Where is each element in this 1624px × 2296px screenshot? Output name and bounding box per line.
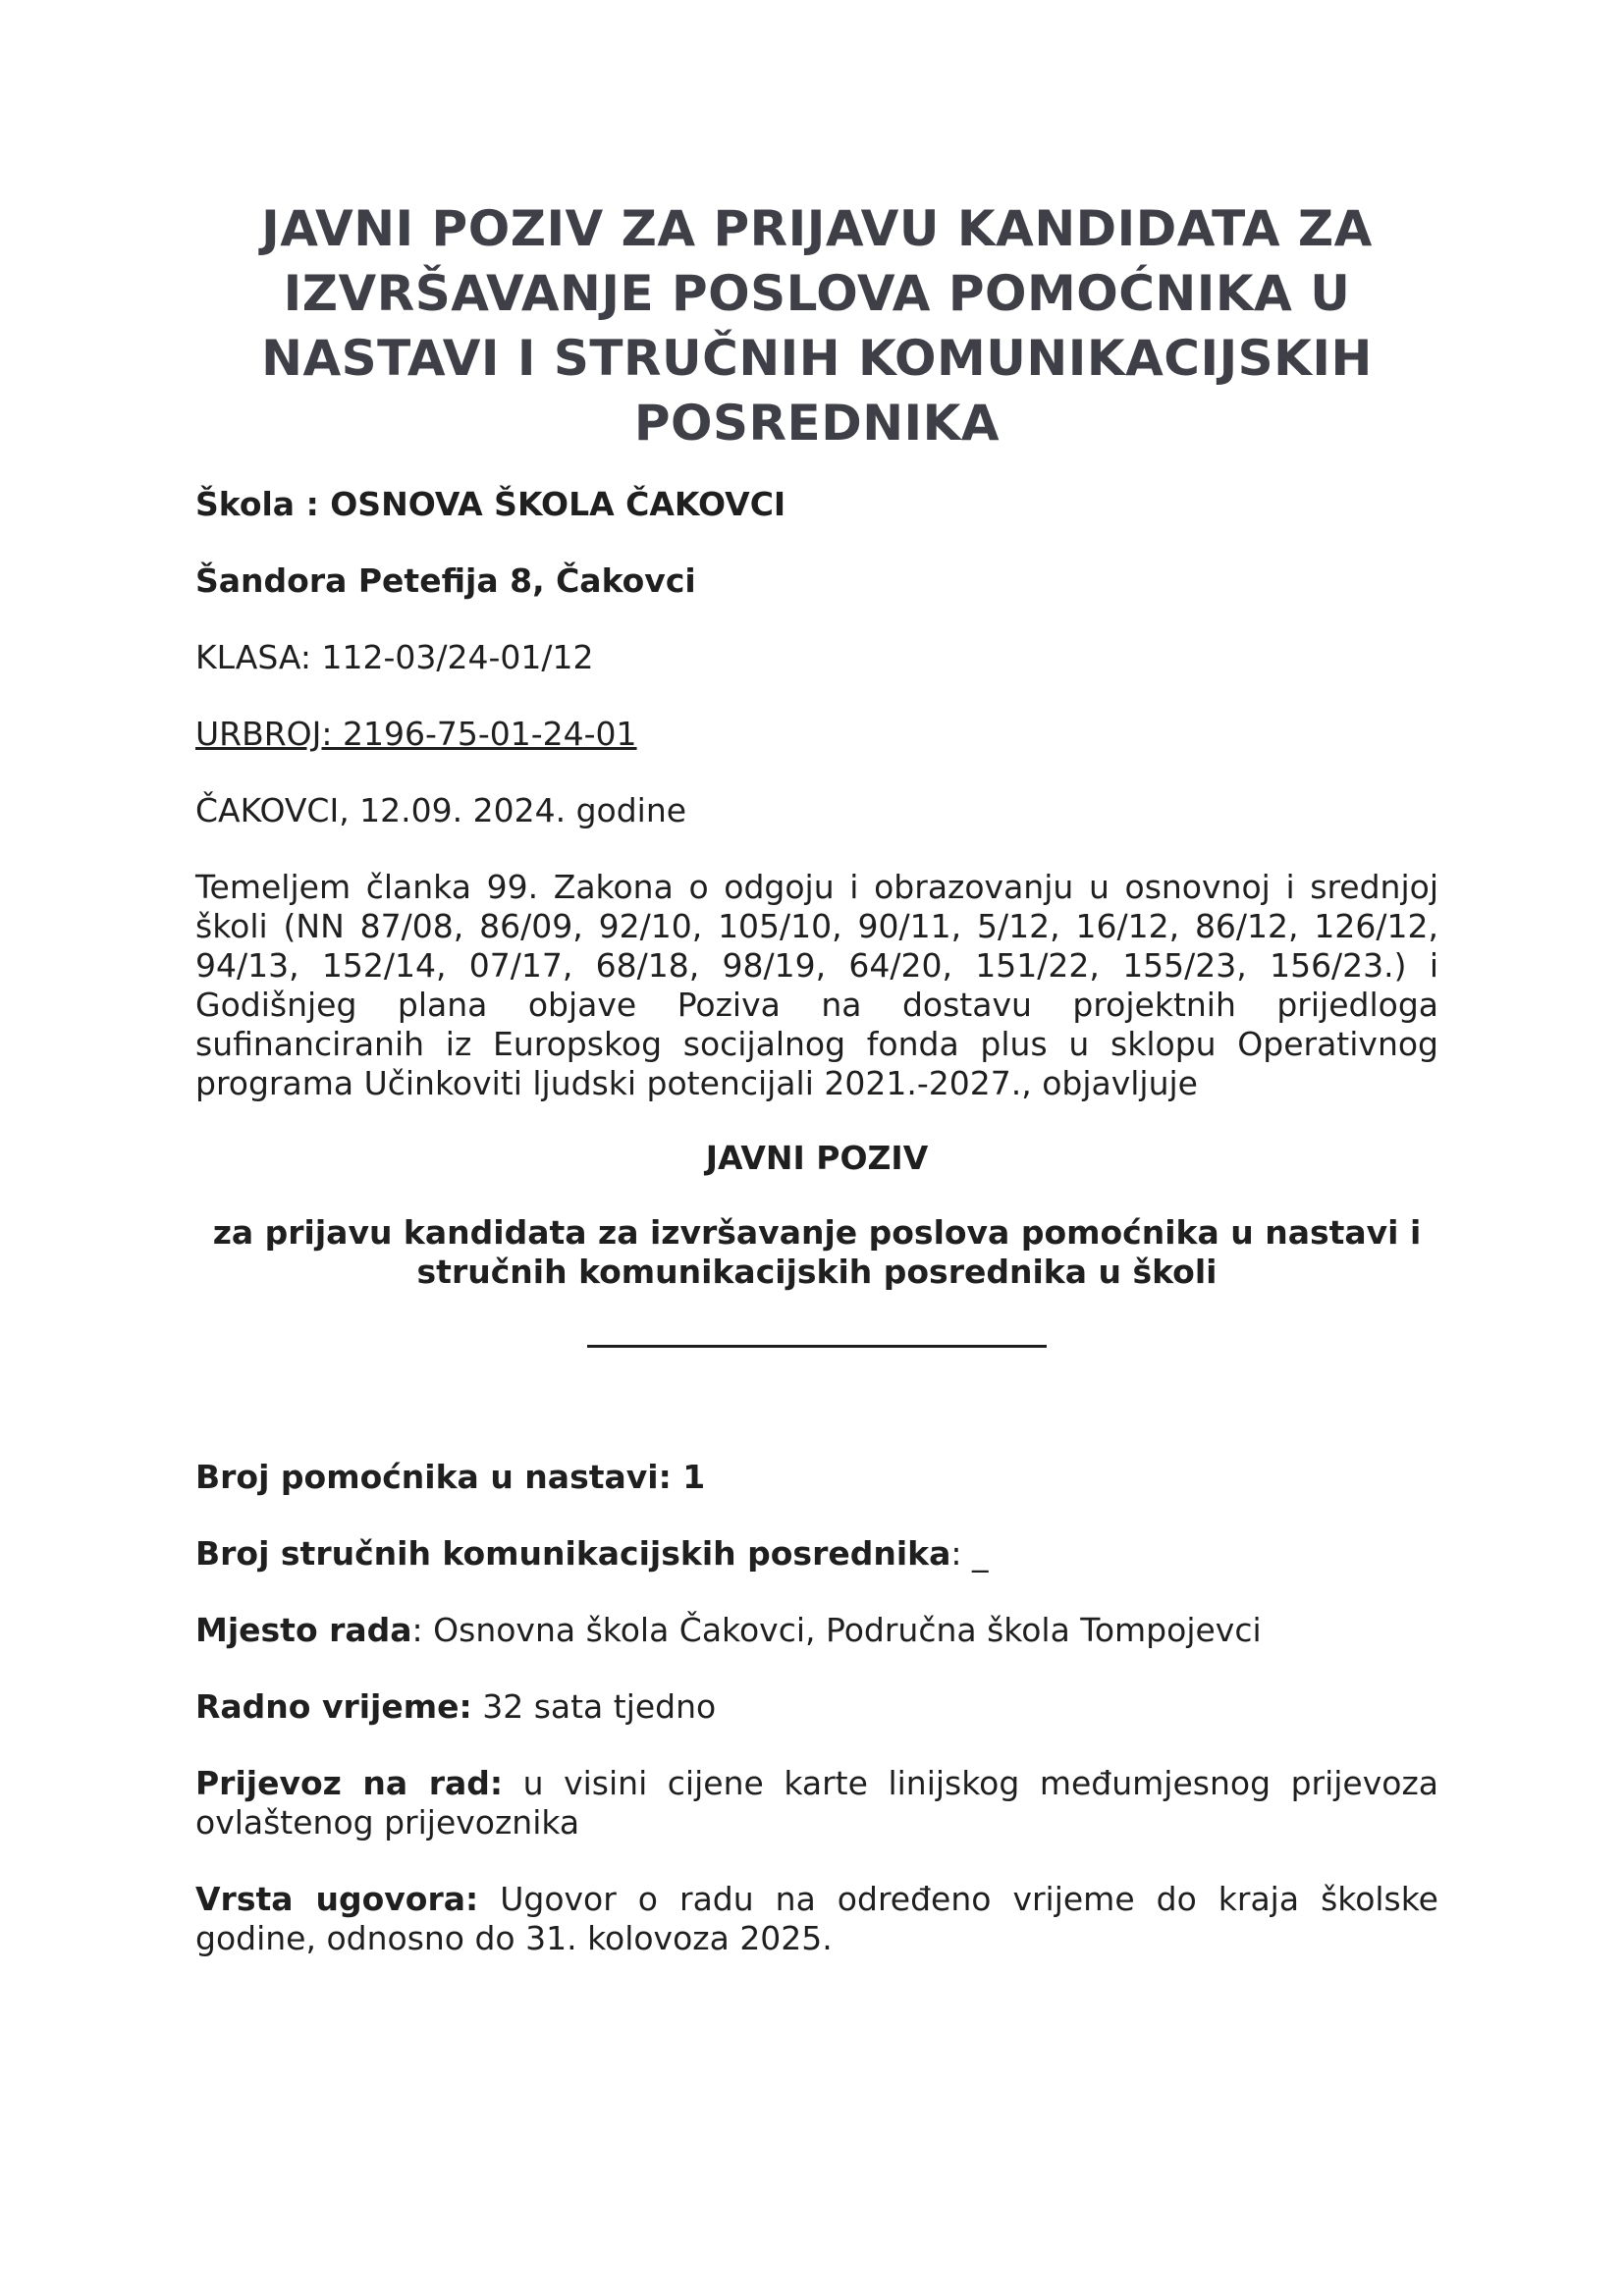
notice-heading: JAVNI POZIV	[705, 1139, 929, 1177]
separator-line	[587, 1345, 1047, 1348]
intro-paragraph: Temeljem članka 99. Zakona o odgoju i obrazovanju u osnovnoj i srednjoj školi (NN 87/08, 86/09, 92/10, 105/10, 90/11, 5/12, 16/12, 86/12, 126/12, 94/13, 152/14, 07/17, 68/18, 98/19, 64/20, 151/22, 155/23, 156/23.) i Godišnjeg plana objave Poziva na dostavu projektnih prijedloga sufinanciranih iz Europskog socijalnog fonda plus u sklopu Operativnog programa Učinkoviti ljudski potencijali 2021.-2027., objavljuje	[195, 868, 1438, 1102]
document-title: JAVNI POZIV ZA PRIJAVU KANDIDATA ZA IZVRŠAVANJE POSLOVA POMOĆNIKA U NASTAVI I STRUČNIH KOMUNIKACIJSKIH POSREDNIKA	[261, 200, 1373, 452]
assistants-count: Broj pomoćnika u nastavi: 1	[195, 1458, 706, 1496]
transport-info	[195, 1764, 1438, 1842]
klasa: KLASA: 112-03/24-01/12	[195, 638, 594, 676]
notice-subheading: za prijavu kandidata za izvršavanje poslova pomoćnika u nastavi i stručnih komunikacijskih posrednika u školi	[212, 1213, 1422, 1291]
transport-value: u visini cijene karte linijskog međumjesnog prijevoza ovlaštenog prijevoznika	[195, 1764, 1438, 1842]
school-name: Škola : OSNOVA ŠKOLA ČAKOVCI	[195, 485, 786, 523]
document-date: ČAKOVCI, 12.09. 2024. godine	[195, 791, 687, 829]
transport-label: Prijevoz na rad:	[195, 1764, 504, 1802]
contract-label: Vrsta ugovora:	[195, 1880, 479, 1918]
mediators-label: Broj stručnih komunikacijskih posrednika	[195, 1534, 951, 1573]
location-value: : Osnovna škola Čakovci, Područna škola Tompojevci	[411, 1611, 1262, 1649]
location-label: Mjesto rada	[195, 1611, 412, 1649]
mediators-value: : _	[950, 1534, 989, 1573]
work-location	[195, 1611, 1438, 1650]
urbroj: URBROJ: 2196-75-01-24-01	[195, 715, 637, 753]
hours-label: Radno vrijeme:	[195, 1687, 472, 1726]
contract-type	[195, 1880, 1438, 1958]
working-hours	[195, 1687, 1438, 1727]
contract-value: Ugovor o radu na određeno vrijeme do kraja školske godine, odnosno do 31. kolovoza 2025.	[195, 1880, 1438, 1957]
mediators-count	[195, 1534, 1438, 1574]
school-address: Šandora Petefija 8, Čakovci	[195, 561, 696, 600]
document-page	[195, 196, 1438, 1958]
hours-value: 32 sata tjedno	[471, 1687, 717, 1726]
